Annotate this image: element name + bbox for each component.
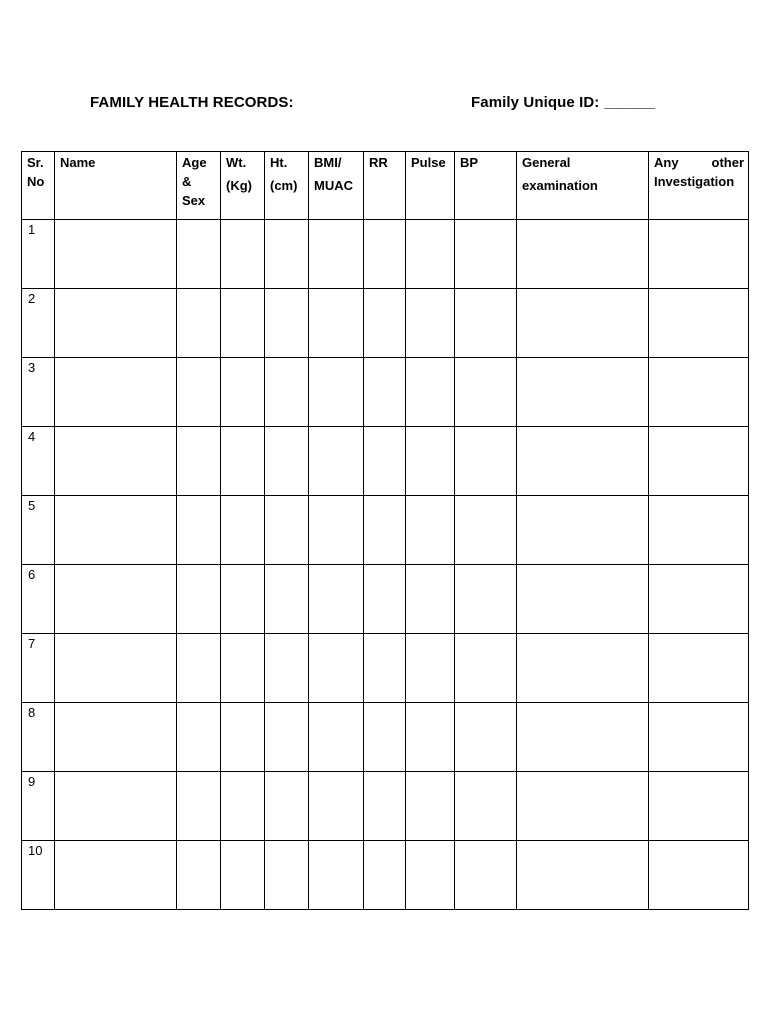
general-examination-cell[interactable] [517,427,649,496]
name-cell[interactable] [55,772,177,841]
weight-cell[interactable] [221,565,265,634]
other-investigation-cell[interactable] [649,427,749,496]
age-sex-cell[interactable] [177,841,221,910]
family-id-field [471,94,655,111]
age-sex-cell[interactable] [177,772,221,841]
age-sex-cell[interactable] [177,703,221,772]
pulse-cell[interactable] [406,427,455,496]
bp-cell[interactable] [455,772,517,841]
name-cell[interactable] [55,496,177,565]
name-cell[interactable] [55,220,177,289]
pulse-cell[interactable] [406,496,455,565]
bp-cell[interactable] [455,634,517,703]
column-header-age-sex: Age & Sex [177,152,221,220]
row-number: 6 [22,565,55,634]
table-row [22,841,749,910]
family-id-blank: ______ [604,94,656,111]
bmi-muac-cell[interactable] [309,565,364,634]
rr-cell[interactable] [364,565,406,634]
pulse-cell[interactable] [406,289,455,358]
weight-cell[interactable] [221,427,265,496]
row-number: 10 [22,841,55,910]
column-header-other-investigation: Any other Investigation [649,152,749,220]
row-number: 7 [22,634,55,703]
pulse-cell[interactable] [406,565,455,634]
table-row [22,565,749,634]
height-cell[interactable] [265,634,309,703]
rr-cell[interactable] [364,220,406,289]
pulse-cell[interactable] [406,220,455,289]
height-cell[interactable] [265,841,309,910]
general-examination-cell[interactable] [517,220,649,289]
bmi-muac-cell[interactable] [309,841,364,910]
column-header-name: Name [55,152,177,220]
column-header-bp: BP [455,152,517,220]
pulse-cell[interactable] [406,358,455,427]
general-examination-cell[interactable] [517,496,649,565]
pulse-cell[interactable] [406,841,455,910]
other-investigation-cell[interactable] [649,565,749,634]
age-sex-cell[interactable] [177,496,221,565]
height-cell[interactable] [265,496,309,565]
rr-cell[interactable] [364,703,406,772]
row-number: 5 [22,496,55,565]
general-examination-cell[interactable] [517,841,649,910]
bmi-muac-cell[interactable] [309,220,364,289]
table-row [22,496,749,565]
row-number: 4 [22,427,55,496]
table-row [22,772,749,841]
pulse-cell[interactable] [406,703,455,772]
other-investigation-cell[interactable] [649,289,749,358]
rr-cell[interactable] [364,289,406,358]
bmi-muac-cell[interactable] [309,427,364,496]
bp-cell[interactable] [455,427,517,496]
height-cell[interactable] [265,703,309,772]
pulse-cell[interactable] [406,634,455,703]
form-title: FAMILY HEALTH RECORDS: [90,94,294,111]
column-header-general-examination: General examination [517,152,649,220]
bp-cell[interactable] [455,220,517,289]
weight-cell[interactable] [221,220,265,289]
name-cell[interactable] [55,358,177,427]
bmi-muac-cell[interactable] [309,496,364,565]
other-investigation-cell[interactable] [649,220,749,289]
general-examination-cell[interactable] [517,289,649,358]
pulse-cell[interactable] [406,772,455,841]
column-header-pulse: Pulse [406,152,455,220]
name-cell[interactable] [55,565,177,634]
table-row [22,427,749,496]
height-cell[interactable] [265,289,309,358]
column-header-height: Ht. (cm) [265,152,309,220]
header-row [22,152,749,220]
bmi-muac-cell[interactable] [309,703,364,772]
table-row [22,358,749,427]
weight-cell[interactable] [221,496,265,565]
general-examination-cell[interactable] [517,703,649,772]
rr-cell[interactable] [364,427,406,496]
weight-cell[interactable] [221,703,265,772]
height-cell[interactable] [265,427,309,496]
bp-cell[interactable] [455,565,517,634]
height-cell[interactable] [265,772,309,841]
height-cell[interactable] [265,220,309,289]
rr-cell[interactable] [364,634,406,703]
other-investigation-cell[interactable] [649,841,749,910]
height-cell[interactable] [265,565,309,634]
general-examination-cell[interactable] [517,634,649,703]
column-header-sr-no: Sr. No [22,152,55,220]
table-row [22,634,749,703]
bp-cell[interactable] [455,289,517,358]
age-sex-cell[interactable] [177,427,221,496]
name-cell[interactable] [55,703,177,772]
rr-cell[interactable] [364,772,406,841]
age-sex-cell[interactable] [177,565,221,634]
height-cell[interactable] [265,358,309,427]
weight-cell[interactable] [221,358,265,427]
other-investigation-cell[interactable] [649,634,749,703]
column-header-weight: Wt. (Kg) [221,152,265,220]
column-header-rr: RR [364,152,406,220]
name-cell[interactable] [55,634,177,703]
general-examination-cell[interactable] [517,772,649,841]
weight-cell[interactable] [221,634,265,703]
health-records-table [21,151,749,910]
other-investigation-cell[interactable] [649,772,749,841]
weight-cell[interactable] [221,772,265,841]
age-sex-cell[interactable] [177,358,221,427]
rr-cell[interactable] [364,358,406,427]
name-cell[interactable] [55,841,177,910]
name-cell[interactable] [55,427,177,496]
weight-cell[interactable] [221,841,265,910]
table-row [22,703,749,772]
column-header-bmi-muac: BMI/ MUAC [309,152,364,220]
age-sex-cell[interactable] [177,289,221,358]
row-number: 3 [22,358,55,427]
rr-cell[interactable] [364,841,406,910]
bp-cell[interactable] [455,358,517,427]
bmi-muac-cell[interactable] [309,772,364,841]
rr-cell[interactable] [364,496,406,565]
bmi-muac-cell[interactable] [309,634,364,703]
other-investigation-cell[interactable] [649,703,749,772]
bp-cell[interactable] [455,496,517,565]
row-number: 1 [22,220,55,289]
table-row [22,220,749,289]
name-cell[interactable] [55,289,177,358]
row-number: 9 [22,772,55,841]
row-number: 8 [22,703,55,772]
general-examination-cell[interactable] [517,565,649,634]
weight-cell[interactable] [221,289,265,358]
bmi-muac-cell[interactable] [309,289,364,358]
bp-cell[interactable] [455,841,517,910]
family-id-label: Family Unique ID: [471,94,600,111]
other-investigation-cell[interactable] [649,496,749,565]
general-examination-cell[interactable] [517,358,649,427]
other-investigation-cell[interactable] [649,358,749,427]
bp-cell[interactable] [455,703,517,772]
age-sex-cell[interactable] [177,220,221,289]
bmi-muac-cell[interactable] [309,358,364,427]
row-number: 2 [22,289,55,358]
age-sex-cell[interactable] [177,634,221,703]
table-row [22,289,749,358]
